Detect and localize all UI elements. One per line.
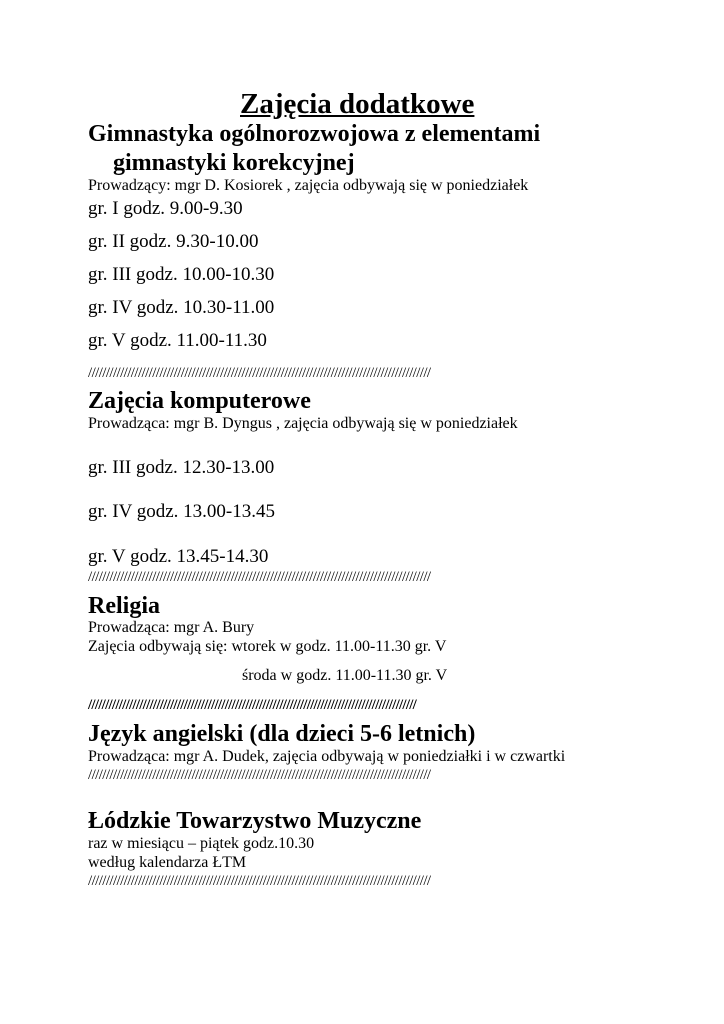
gimnastyka-group-5: gr. V godz. 11.00-11.30 [88, 330, 267, 351]
separator-4: //////////////////////////////////////////////////////////////////////////////////////////////// [88, 767, 431, 783]
komputerowe-group-2: gr. IV godz. 13.00-13.45 [88, 501, 275, 522]
ltm-line1: raz w miesiącu – piątek godz.10.30 [88, 835, 315, 852]
religia-teacher: Prowadząca: mgr A. Bury [88, 619, 255, 636]
religia-schedule-line1: Zajęcia odbywają się: wtorek w godz. 11.00-11.30 gr. V [88, 638, 447, 655]
separator-3: //////////////////////////////////////////////////////////////////////////////////////////////// [88, 697, 417, 713]
religia-heading: Religia [88, 593, 160, 619]
angielski-heading: Język angielski (dla dzieci 5-6 letnich) [88, 721, 476, 747]
gimnastyka-teacher: Prowadzący: mgr D. Kosiorek , zajęcia odbywają się w poniedziałek [88, 177, 529, 194]
separator-5: //////////////////////////////////////////////////////////////////////////////////////////////// [88, 873, 431, 889]
religia-schedule-line2: środa w godz. 11.00-11.30 gr. V [242, 667, 448, 684]
angielski-teacher: Prowadząca: mgr A. Dudek, zajęcia odbywają w poniedziałki i w czwartki [88, 748, 566, 765]
ltm-line2: według kalendarza ŁTM [88, 854, 247, 871]
komputerowe-heading: Zajęcia komputerowe [88, 388, 311, 414]
komputerowe-group-3: gr. V godz. 13.45-14.30 [88, 546, 269, 567]
komputerowe-teacher: Prowadząca: mgr B. Dyngus , zajęcia odbywają się w poniedziałek [88, 415, 518, 432]
gimnastyka-group-2: gr. II godz. 9.30-10.00 [88, 231, 259, 252]
gimnastyka-group-3: gr. III godz. 10.00-10.30 [88, 264, 275, 285]
gimnastyka-group-1: gr. I godz. 9.00-9.30 [88, 198, 243, 219]
gimnastyka-group-4: gr. IV godz. 10.30-11.00 [88, 297, 275, 318]
komputerowe-group-1: gr. III godz. 12.30-13.00 [88, 457, 275, 478]
gimnastyka-heading-line2: gimnastyki korekcyjnej [113, 150, 355, 176]
page-title: Zajęcia dodatkowe [240, 88, 475, 120]
separator-2: //////////////////////////////////////////////////////////////////////////////////////////////// [88, 569, 431, 585]
ltm-heading: Łódzkie Towarzystwo Muzyczne [88, 808, 422, 834]
gimnastyka-heading-line1: Gimnastyka ogólnorozwojowa z elementami [88, 121, 541, 147]
separator-1: //////////////////////////////////////////////////////////////////////////////////////////////// [88, 365, 431, 381]
